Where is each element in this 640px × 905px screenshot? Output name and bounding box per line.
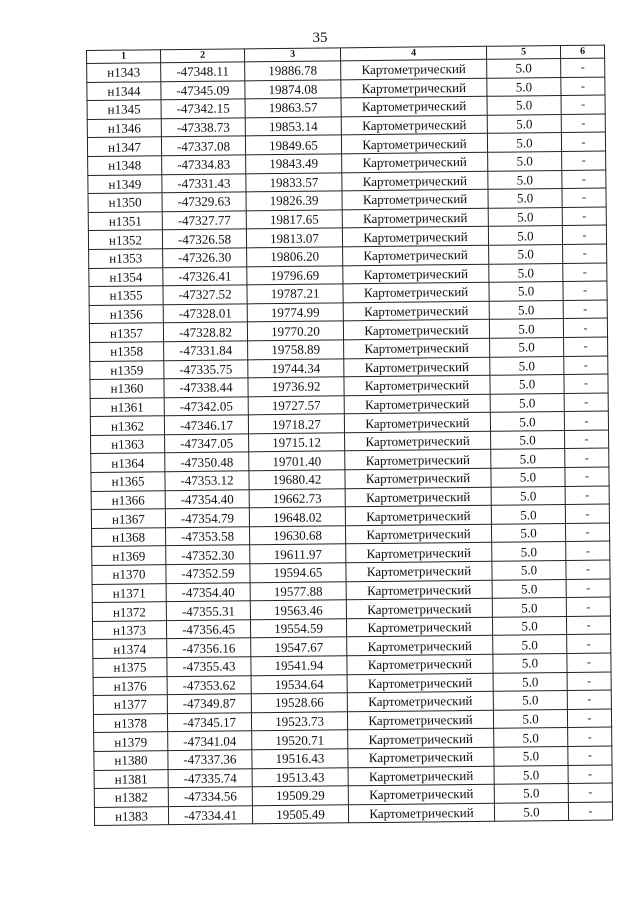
page-number: 35	[312, 30, 328, 46]
note-cell: -	[565, 430, 609, 449]
note-cell: -	[562, 188, 606, 207]
method-cell: Картометрический	[347, 673, 493, 693]
method-cell: Картометрический	[346, 617, 492, 637]
method-cell: Картометрический	[343, 245, 489, 265]
note-cell: -	[565, 467, 609, 486]
accuracy-cell: 5.0	[490, 393, 564, 412]
y-coordinate-cell: 19796.69	[247, 265, 343, 285]
point-id-cell: н1377	[93, 695, 167, 714]
accuracy-cell: 5.0	[491, 468, 565, 487]
note-cell: -	[562, 225, 606, 244]
point-id-cell: н1363	[91, 435, 165, 454]
accuracy-cell: 5.0	[490, 356, 564, 375]
note-cell: -	[563, 281, 607, 300]
accuracy-cell: 5.0	[488, 151, 562, 170]
accuracy-cell: 5.0	[487, 114, 561, 133]
method-cell: Картометрический	[347, 710, 493, 730]
point-id-cell: н1349	[88, 174, 162, 193]
method-cell: Картометрический	[344, 375, 490, 395]
accuracy-cell: 5.0	[492, 579, 566, 598]
y-coordinate-cell: 19833.57	[246, 172, 342, 192]
point-id-cell: н1361	[90, 397, 164, 416]
method-cell: Картометрический	[342, 227, 488, 247]
y-coordinate-cell: 19630.68	[250, 526, 346, 546]
accuracy-cell: 5.0	[488, 189, 562, 208]
accuracy-cell: 5.0	[490, 412, 564, 431]
y-coordinate-cell: 19523.73	[251, 712, 347, 732]
y-coordinate-cell: 19787.21	[247, 284, 343, 304]
note-cell: -	[561, 114, 605, 133]
y-coordinate-cell: 19513.43	[252, 767, 348, 787]
x-coordinate-cell: -47328.01	[163, 304, 247, 323]
note-cell: -	[566, 616, 610, 635]
note-cell: -	[563, 263, 607, 282]
point-id-cell: н1358	[90, 342, 164, 361]
method-cell: Картометрический	[341, 78, 487, 98]
point-id-cell: н1343	[87, 63, 161, 82]
note-cell: -	[567, 672, 611, 691]
y-coordinate-cell: 19563.46	[250, 600, 346, 620]
x-coordinate-cell: -47327.52	[163, 285, 247, 304]
x-coordinate-cell: -47355.43	[167, 657, 251, 676]
method-cell: Картометрический	[348, 766, 494, 786]
note-cell: -	[567, 690, 611, 709]
point-id-cell: н1359	[90, 360, 164, 379]
point-id-cell: н1366	[91, 490, 165, 509]
method-cell: Картометрический	[341, 96, 487, 116]
method-cell: Картометрический	[346, 580, 492, 600]
accuracy-cell: 5.0	[488, 207, 562, 226]
y-coordinate-cell: 19509.29	[252, 786, 348, 806]
point-id-cell: н1367	[91, 509, 165, 528]
x-coordinate-cell: -47334.41	[168, 806, 252, 825]
x-coordinate-cell: -47337.36	[168, 750, 252, 769]
method-cell: Картометрический	[344, 394, 490, 414]
point-id-cell: н1370	[92, 565, 166, 584]
accuracy-cell: 5.0	[490, 375, 564, 394]
x-coordinate-cell: -47346.17	[164, 415, 248, 434]
x-coordinate-cell: -47354.40	[166, 582, 250, 601]
point-id-cell: н1372	[92, 602, 166, 621]
point-id-cell: н1348	[88, 156, 162, 175]
y-coordinate-cell: 19528.66	[251, 693, 347, 713]
method-cell: Картометрический	[347, 636, 493, 656]
point-id-cell: н1353	[89, 249, 163, 268]
method-cell: Картометрический	[348, 747, 494, 767]
accuracy-cell: 5.0	[491, 505, 565, 524]
note-cell: -	[564, 374, 608, 393]
column-header-1: 1	[87, 50, 161, 64]
x-coordinate-cell: -47326.41	[163, 266, 247, 285]
y-coordinate-cell: 19554.59	[250, 619, 346, 639]
point-id-cell: н1352	[88, 230, 162, 249]
y-coordinate-cell: 19736.92	[248, 377, 344, 397]
x-coordinate-cell: -47352.30	[166, 545, 250, 564]
note-cell: -	[565, 449, 609, 468]
x-coordinate-cell: -47341.04	[168, 731, 252, 750]
column-header-3: 3	[244, 48, 340, 62]
y-coordinate-cell: 19715.12	[249, 433, 345, 453]
accuracy-cell: 5.0	[487, 133, 561, 152]
point-id-cell: н1379	[94, 732, 168, 751]
accuracy-cell: 5.0	[487, 77, 561, 96]
y-coordinate-cell: 19774.99	[247, 303, 343, 323]
y-coordinate-cell: 19813.07	[246, 228, 342, 248]
y-coordinate-cell: 19648.02	[249, 507, 345, 527]
method-cell: Картометрический	[342, 152, 488, 172]
y-coordinate-cell: 19534.64	[251, 674, 347, 694]
point-id-cell: н1354	[89, 267, 163, 286]
y-coordinate-cell: 19718.27	[248, 414, 344, 434]
x-coordinate-cell: -47353.62	[167, 675, 251, 694]
point-id-cell: н1380	[94, 751, 168, 770]
point-id-cell: н1374	[93, 639, 167, 658]
accuracy-cell: 5.0	[487, 96, 561, 115]
point-id-cell: н1376	[93, 676, 167, 695]
accuracy-cell: 5.0	[494, 802, 568, 821]
accuracy-cell: 5.0	[489, 319, 563, 338]
accuracy-cell: 5.0	[492, 616, 566, 635]
note-cell: -	[564, 411, 608, 430]
x-coordinate-cell: -47329.63	[162, 192, 246, 211]
point-id-cell: н1382	[94, 788, 168, 807]
y-coordinate-cell: 19817.65	[246, 210, 342, 230]
method-cell: Картометрический	[345, 431, 491, 451]
y-coordinate-cell: 19516.43	[252, 749, 348, 769]
point-id-cell: н1373	[92, 621, 166, 640]
y-coordinate-cell: 19520.71	[252, 730, 348, 750]
x-coordinate-cell: -47353.12	[165, 471, 249, 490]
accuracy-cell: 5.0	[494, 746, 568, 765]
point-id-cell: н1345	[87, 100, 161, 119]
accuracy-cell: 5.0	[489, 300, 563, 319]
method-cell: Картометрический	[345, 506, 491, 526]
y-coordinate-cell: 19874.08	[245, 79, 341, 99]
method-cell: Картометрический	[342, 189, 488, 209]
x-coordinate-cell: -47347.05	[165, 434, 249, 453]
accuracy-cell: 5.0	[489, 282, 563, 301]
x-coordinate-cell: -47352.59	[166, 564, 250, 583]
x-coordinate-cell: -47326.58	[162, 229, 246, 248]
y-coordinate-cell: 19505.49	[252, 805, 348, 825]
note-cell: -	[565, 523, 609, 542]
x-coordinate-cell: -47356.45	[166, 620, 250, 639]
y-coordinate-cell: 19611.97	[250, 544, 346, 564]
x-coordinate-cell: -47345.17	[167, 713, 251, 732]
method-cell: Картометрический	[345, 450, 491, 470]
column-header-6: 6	[560, 45, 604, 58]
x-coordinate-cell: -47326.30	[163, 248, 247, 267]
x-coordinate-cell: -47353.58	[166, 527, 250, 546]
method-cell: Картометрический	[343, 264, 489, 284]
point-id-cell: н1369	[92, 546, 166, 565]
y-coordinate-cell: 19701.40	[249, 451, 345, 471]
method-cell: Картометрический	[347, 691, 493, 711]
note-cell: -	[562, 170, 606, 189]
accuracy-cell: 5.0	[491, 449, 565, 468]
x-coordinate-cell: -47349.87	[167, 694, 251, 713]
accuracy-cell: 5.0	[491, 430, 565, 449]
note-cell: -	[562, 207, 606, 226]
note-cell: -	[567, 709, 611, 728]
method-cell: Картометрический	[343, 320, 489, 340]
point-id-cell: н1351	[88, 211, 162, 230]
note-cell: -	[564, 393, 608, 412]
accuracy-cell: 5.0	[493, 691, 567, 710]
x-coordinate-cell: -47356.16	[167, 638, 251, 657]
point-id-cell: н1375	[93, 658, 167, 677]
x-coordinate-cell: -47334.83	[162, 155, 246, 174]
note-cell: -	[568, 765, 612, 784]
method-cell: Картометрический	[343, 301, 489, 321]
note-cell: -	[567, 634, 611, 653]
method-cell: Картометрический	[348, 729, 494, 749]
accuracy-cell: 5.0	[493, 709, 567, 728]
accuracy-cell: 5.0	[493, 672, 567, 691]
accuracy-cell: 5.0	[494, 765, 568, 784]
note-cell: -	[568, 783, 612, 802]
y-coordinate-cell: 19853.14	[245, 117, 341, 137]
y-coordinate-cell: 19863.57	[245, 98, 341, 118]
y-coordinate-cell: 19541.94	[251, 656, 347, 676]
note-cell: -	[565, 504, 609, 523]
note-cell: -	[563, 244, 607, 263]
y-coordinate-cell: 19758.89	[248, 340, 344, 360]
point-id-cell: н1346	[87, 118, 161, 137]
coordinates-table	[86, 45, 613, 827]
x-coordinate-cell: -47354.40	[165, 489, 249, 508]
method-cell: Картометрический	[347, 654, 493, 674]
point-id-cell: н1360	[90, 379, 164, 398]
note-cell: -	[561, 132, 605, 151]
x-coordinate-cell: -47342.15	[161, 99, 245, 118]
y-coordinate-cell: 19577.88	[250, 581, 346, 601]
method-cell: Картометрический	[341, 115, 487, 135]
point-id-cell: н1344	[87, 81, 161, 100]
note-cell: -	[567, 653, 611, 672]
y-coordinate-cell: 19547.67	[251, 637, 347, 657]
x-coordinate-cell: -47338.73	[161, 118, 245, 137]
point-id-cell: н1356	[89, 304, 163, 323]
point-id-cell: н1383	[94, 806, 168, 825]
x-coordinate-cell: -47338.44	[164, 378, 248, 397]
y-coordinate-cell: 19727.57	[248, 396, 344, 416]
x-coordinate-cell: -47337.08	[161, 136, 245, 155]
method-cell: Картометрический	[346, 543, 492, 563]
method-cell: Картометрический	[342, 208, 488, 228]
accuracy-cell: 5.0	[489, 263, 563, 282]
note-cell: -	[566, 579, 610, 598]
note-cell: -	[563, 300, 607, 319]
point-id-cell: н1357	[89, 323, 163, 342]
note-cell: -	[561, 95, 605, 114]
y-coordinate-cell: 19662.73	[249, 488, 345, 508]
accuracy-cell: 5.0	[493, 635, 567, 654]
accuracy-cell: 5.0	[489, 244, 563, 263]
y-coordinate-cell: 19680.42	[249, 470, 345, 490]
accuracy-cell: 5.0	[494, 728, 568, 747]
note-cell: -	[564, 356, 608, 375]
point-id-cell: н1368	[92, 528, 166, 547]
method-cell: Картометрический	[348, 803, 494, 823]
x-coordinate-cell: -47335.75	[164, 359, 248, 378]
accuracy-cell: 5.0	[491, 486, 565, 505]
y-coordinate-cell: 19849.65	[245, 135, 341, 155]
accuracy-cell: 5.0	[491, 523, 565, 542]
note-cell: -	[566, 597, 610, 616]
accuracy-cell: 5.0	[494, 784, 568, 803]
note-cell: -	[564, 337, 608, 356]
column-header-2: 2	[161, 49, 245, 63]
note-cell: -	[568, 746, 612, 765]
accuracy-cell: 5.0	[488, 170, 562, 189]
y-coordinate-cell: 19886.78	[245, 61, 341, 81]
y-coordinate-cell: 19594.65	[250, 563, 346, 583]
method-cell: Картометрический	[343, 282, 489, 302]
y-coordinate-cell: 19770.20	[247, 321, 343, 341]
point-id-cell: н1381	[94, 769, 168, 788]
point-id-cell: н1355	[89, 286, 163, 305]
note-cell: -	[563, 318, 607, 337]
x-coordinate-cell: -47354.79	[165, 508, 249, 527]
method-cell: Картометрический	[345, 487, 491, 507]
note-cell: -	[561, 77, 605, 96]
point-id-cell: н1378	[93, 713, 167, 732]
accuracy-cell: 5.0	[492, 561, 566, 580]
accuracy-cell: 5.0	[488, 226, 562, 245]
y-coordinate-cell: 19806.20	[247, 247, 343, 267]
accuracy-cell: 5.0	[490, 337, 564, 356]
method-cell: Картометрический	[346, 598, 492, 618]
note-cell: -	[568, 802, 612, 821]
table-body	[87, 58, 613, 826]
point-id-cell: н1347	[87, 137, 161, 156]
accuracy-cell: 5.0	[492, 598, 566, 617]
method-cell: Картометрический	[344, 338, 490, 358]
x-coordinate-cell: -47328.82	[163, 322, 247, 341]
note-cell: -	[562, 151, 606, 170]
method-cell: Картометрический	[344, 413, 490, 433]
note-cell: -	[568, 727, 612, 746]
accuracy-cell: 5.0	[492, 542, 566, 561]
method-cell: Картометрический	[341, 134, 487, 154]
x-coordinate-cell: -47335.74	[168, 768, 252, 787]
method-cell: Картометрический	[345, 468, 491, 488]
x-coordinate-cell: -47342.05	[164, 397, 248, 416]
x-coordinate-cell: -47350.48	[165, 452, 249, 471]
accuracy-cell: 5.0	[493, 653, 567, 672]
method-cell: Картометрический	[344, 357, 490, 377]
point-id-cell: н1371	[92, 583, 166, 602]
column-header-5: 5	[486, 46, 560, 60]
method-cell: Картометрический	[342, 171, 488, 191]
point-id-cell: н1364	[91, 453, 165, 472]
point-id-cell: н1350	[88, 193, 162, 212]
y-coordinate-cell: 19843.49	[246, 154, 342, 174]
point-id-cell: н1365	[91, 472, 165, 491]
x-coordinate-cell: -47327.77	[162, 211, 246, 230]
note-cell: -	[566, 541, 610, 560]
accuracy-cell: 5.0	[487, 59, 561, 78]
x-coordinate-cell: -47331.84	[164, 341, 248, 360]
x-coordinate-cell: -47348.11	[161, 62, 245, 81]
method-cell: Картометрический	[346, 561, 492, 581]
note-cell: -	[561, 58, 605, 77]
x-coordinate-cell: -47334.56	[168, 787, 252, 806]
method-cell: Картометрический	[341, 59, 487, 79]
column-header-4: 4	[340, 46, 486, 61]
note-cell: -	[565, 486, 609, 505]
note-cell: -	[566, 560, 610, 579]
x-coordinate-cell: -47355.31	[166, 601, 250, 620]
coordinates-table-wrapper	[86, 45, 612, 827]
point-id-cell: н1362	[90, 416, 164, 435]
method-cell: Картометрический	[348, 784, 494, 804]
method-cell: Картометрический	[345, 524, 491, 544]
x-coordinate-cell: -47345.09	[161, 80, 245, 99]
y-coordinate-cell: 19744.34	[248, 358, 344, 378]
x-coordinate-cell: -47331.43	[162, 173, 246, 192]
y-coordinate-cell: 19826.39	[246, 191, 342, 211]
